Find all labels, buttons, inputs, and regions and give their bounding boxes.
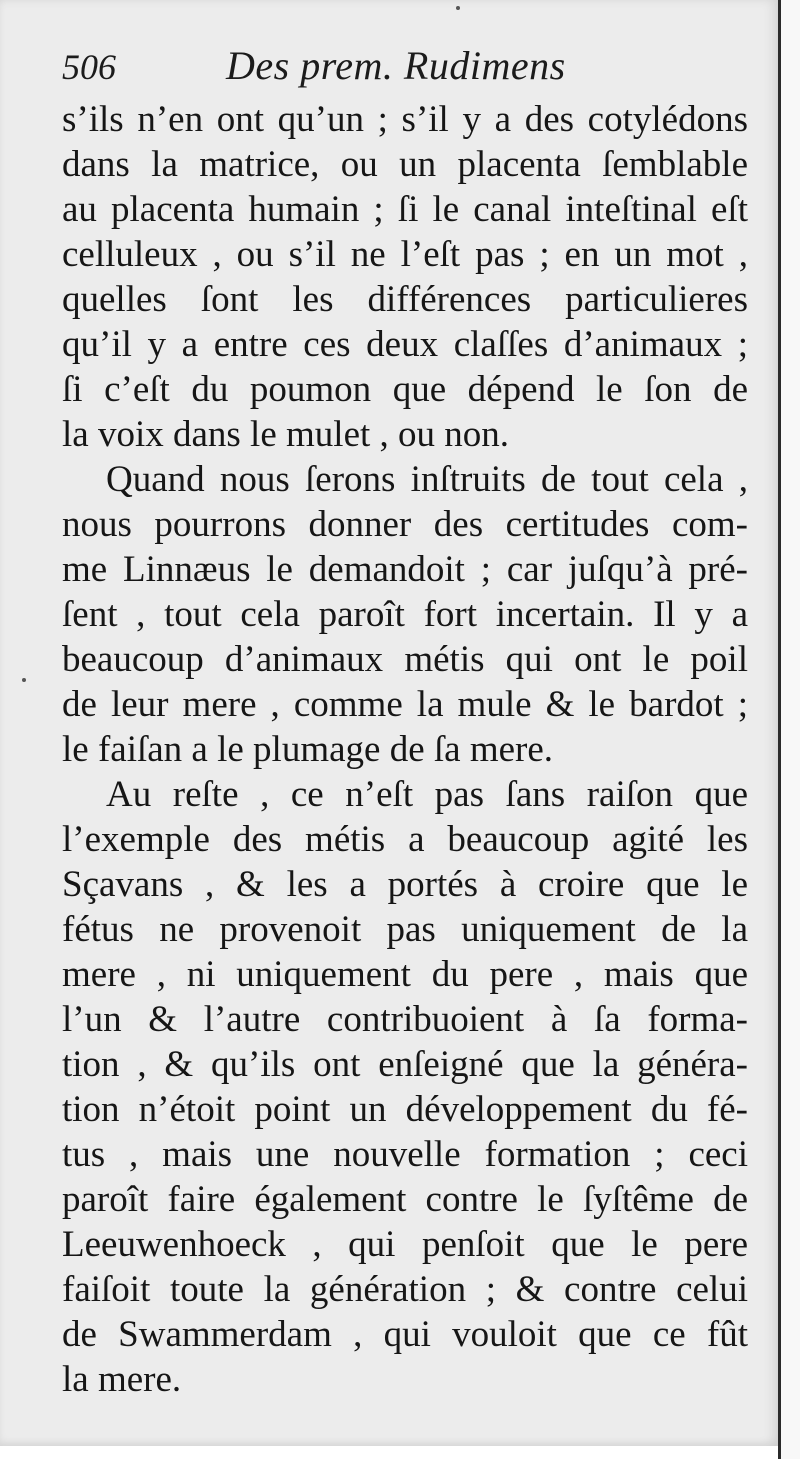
text-line-16: Au reſte , ce n’eſt pas ſans raiſon que — [106, 774, 748, 815]
text-line-12: ſent , tout cela paroît fort incertain. Il y a — [62, 594, 748, 635]
page-edge — [778, 0, 800, 1459]
text-line-7: ſi c’eſt du poumon que dépend le ſon de — [62, 369, 748, 410]
text-line-13: beaucoup d’animaux métis qui ont le poil — [62, 639, 748, 680]
text-line-14: de leur mere , comme la mule & le bardot ; — [62, 684, 748, 725]
print-speck — [456, 6, 460, 10]
text-line-3: au placenta humain ; ſi le canal inteſtinal eſt — [62, 189, 748, 230]
text-line-9: Quand nous ſerons inſtruits de tout cela , — [106, 459, 748, 500]
text-line-11: me Linnæus le demandoit ; car juſqu’à pré- — [62, 549, 748, 590]
text-line-28: de Swammerdam , qui vouloit que ce fût — [62, 1314, 748, 1355]
text-line-4: celluleux , ou s’il ne l’eſt pas ; en un mot , — [62, 234, 748, 275]
text-line-24: tus , mais une nouvelle formation ; ceci — [62, 1134, 748, 1175]
text-line-27: faiſoit toute la génération ; & contre celui — [62, 1269, 748, 1310]
text-line-2: dans la matrice, ou un placenta ſemblable — [62, 144, 748, 185]
text-line-15: le faiſan a le plumage de ſa mere. — [62, 729, 554, 770]
page-number: 506 — [62, 47, 116, 87]
text-line-23: tion n’étoit point un développement du fé- — [62, 1089, 748, 1130]
text-line-18: Sçavans , & les a portés à croire que le — [62, 864, 748, 905]
text-line-19: fétus ne provenoit pas uniquement de la — [62, 909, 748, 950]
text-line-10: nous pourrons donner des certitudes com- — [62, 504, 748, 545]
text-line-8: la voix dans le mulet , ou non. — [62, 414, 510, 455]
text-line-25: paroît faire également contre le ſyſtême de — [62, 1179, 748, 1220]
running-head-title: Des prem. Rudimens — [226, 43, 566, 88]
body-text — [62, 97, 748, 1402]
running-head — [62, 40, 662, 96]
text-line-26: Leeuwenhoeck , qui penſoit que le pere — [62, 1224, 748, 1265]
text-line-20: mere , ni uniquement du pere , mais que — [62, 954, 748, 995]
text-line-6: qu’il y a entre ces deux claſſes d’animaux ; — [62, 324, 748, 365]
print-speck — [22, 678, 26, 682]
text-line-1: s’ils n’en ont qu’un ; s’il y a des cotylédons — [62, 99, 748, 140]
text-line-21: l’un & l’autre contribuoient à ſa forma- — [62, 999, 748, 1040]
text-line-5: quelles ſont les différences particulieres — [62, 279, 748, 320]
text-line-17: l’exemple des métis a beaucoup agité les — [62, 819, 748, 860]
text-line-22: tion , & qu’ils ont enſeigné que la généra- — [62, 1044, 748, 1085]
text-line-29: la mere. — [62, 1359, 182, 1400]
